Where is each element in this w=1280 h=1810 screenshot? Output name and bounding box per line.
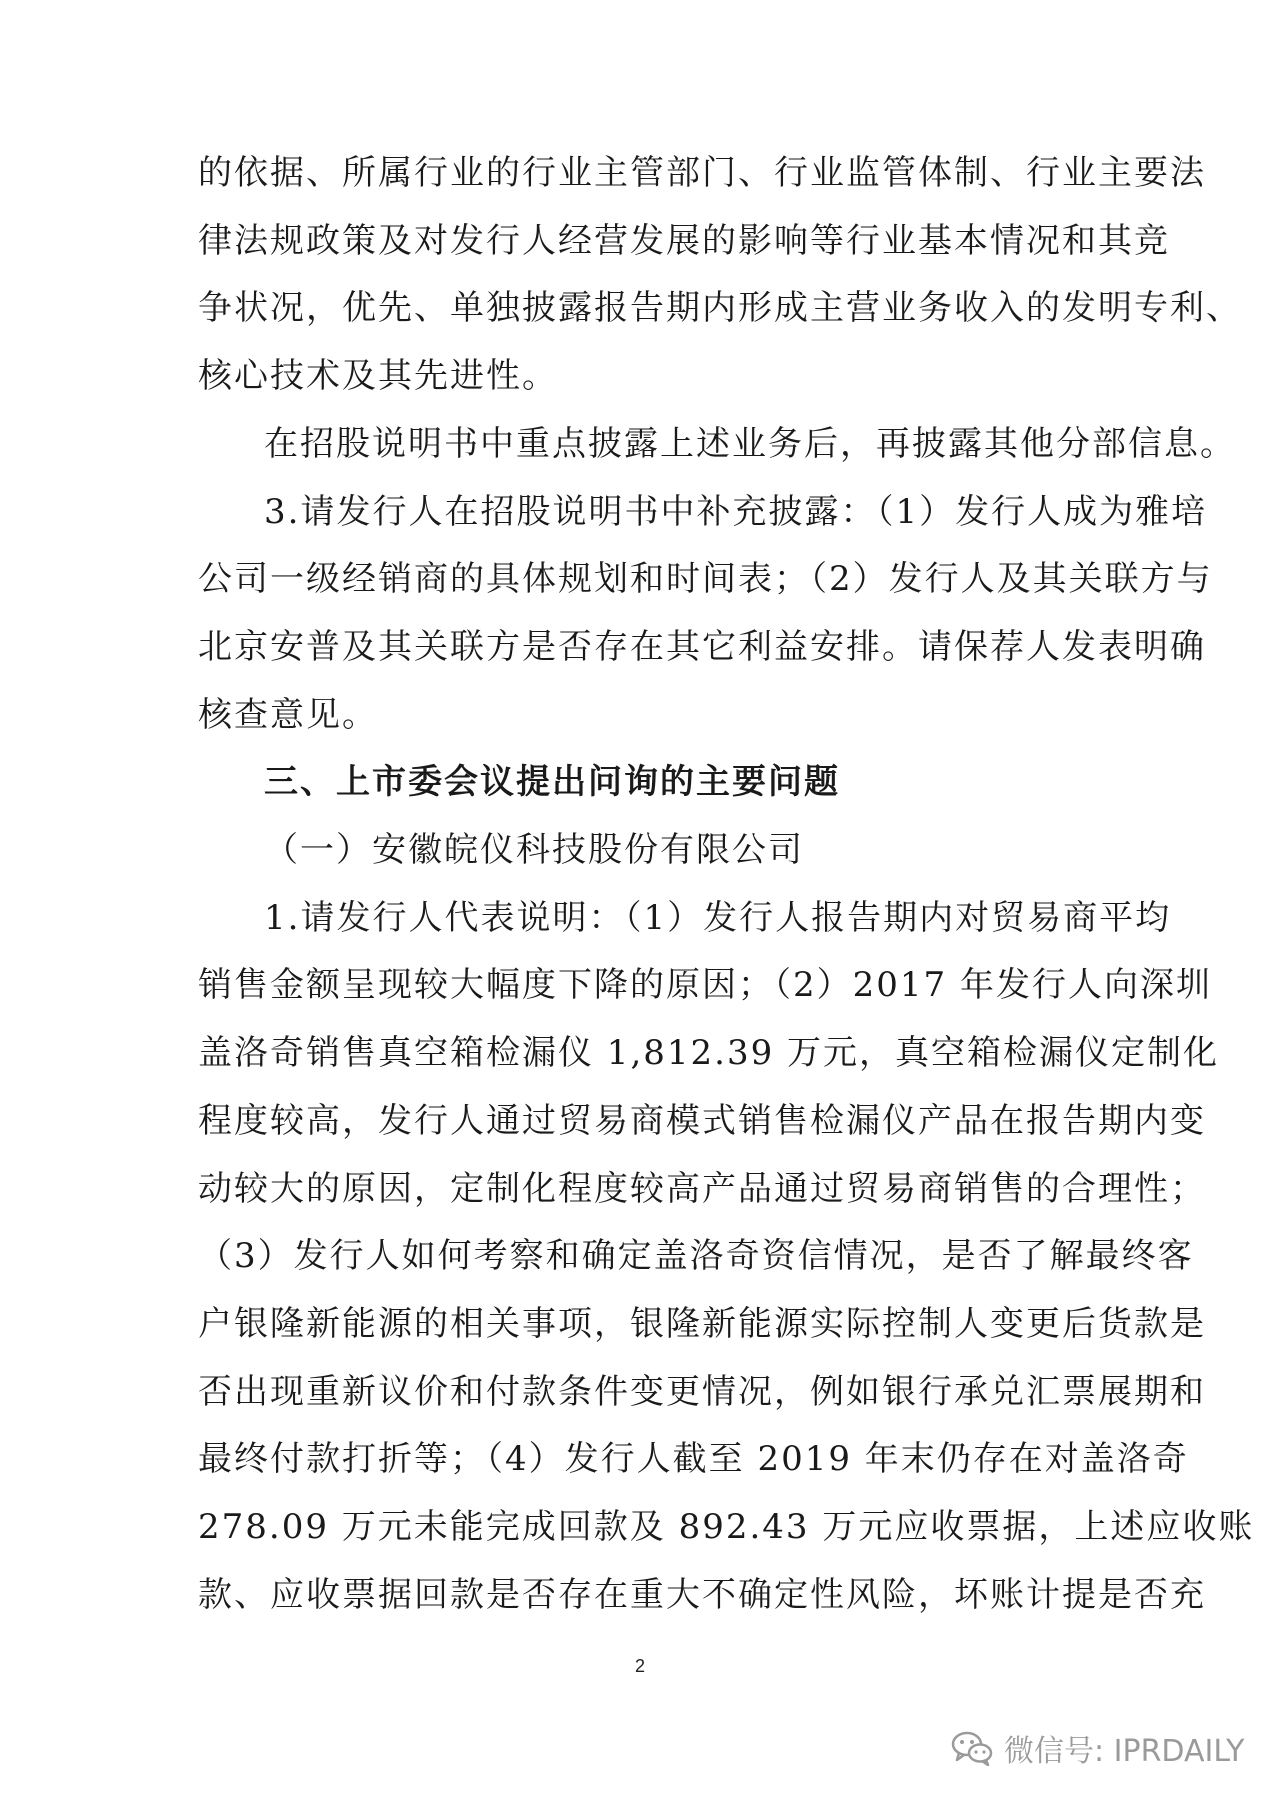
body-line: 核心技术及其先进性。	[198, 356, 558, 396]
body-line: 核查意见。	[198, 695, 378, 735]
body-line: （3）发行人如何考察和确定盖洛奇资信情况，是否了解最终客	[198, 1236, 1194, 1276]
watermark-text: 微信号: IPRDAILY	[1004, 1734, 1245, 1769]
body-line: 程度较高，发行人通过贸易商模式销售检漏仪产品在报告期内变	[198, 1101, 1206, 1141]
body-line: 否出现重新议价和付款条件变更情况，例如银行承兑汇票展期和	[198, 1372, 1206, 1412]
body-line: 户银隆新能源的相关事项，银隆新能源实际控制人变更后货款是	[198, 1304, 1206, 1344]
body-line: 公司一级经销商的具体规划和时间表；（2）发行人及其关联方与	[198, 559, 1213, 599]
body-line: 北京安普及其关联方是否存在其它利益安排。请保荐人发表明确	[198, 627, 1206, 667]
body-line: 争状况，优先、单独披露报告期内形成主营业务收入的发明专利、	[198, 288, 1242, 328]
body-line: 最终付款打折等；（4）发行人截至 2019 年末仍存在对盖洛奇	[198, 1439, 1189, 1479]
subsection-heading: （一）安徽皖仪科技股份有限公司	[264, 830, 804, 870]
body-line: 律法规政策及对发行人经营发展的影响等行业基本情况和其竞	[198, 221, 1170, 261]
wechat-icon	[950, 1730, 994, 1766]
body-line: 销售金额呈现较大幅度下降的原因；（2）2017 年发行人向深圳	[198, 965, 1212, 1005]
wechat-watermark	[950, 1726, 1244, 1770]
body-line: 盖洛奇销售真空箱检漏仪 1,812.39 万元，真空箱检漏仪定制化	[198, 1033, 1220, 1073]
body-line: 动较大的原因，定制化程度较高产品通过贸易商销售的合理性；	[198, 1169, 1206, 1209]
section-heading: 三、上市委会议提出问询的主要问题	[264, 762, 840, 802]
body-line: 3.请发行人在招股说明书中补充披露：（1）发行人成为雅培	[264, 492, 1208, 532]
body-line: 278.09 万元未能完成回款及 892.43 万元应收票据，上述应收账	[198, 1507, 1255, 1547]
body-line: 1.请发行人代表说明：（1）发行人报告期内对贸易商平均	[264, 898, 1172, 938]
body-line: 的依据、所属行业的行业主管部门、行业监管体制、行业主要法	[198, 153, 1206, 193]
page-number: 2	[634, 1656, 645, 1676]
body-line: 款、应收票据回款是否存在重大不确定性风险，坏账计提是否充	[198, 1575, 1206, 1615]
body-line: 在招股说明书中重点披露上述业务后，再披露其他分部信息。	[264, 424, 1236, 464]
